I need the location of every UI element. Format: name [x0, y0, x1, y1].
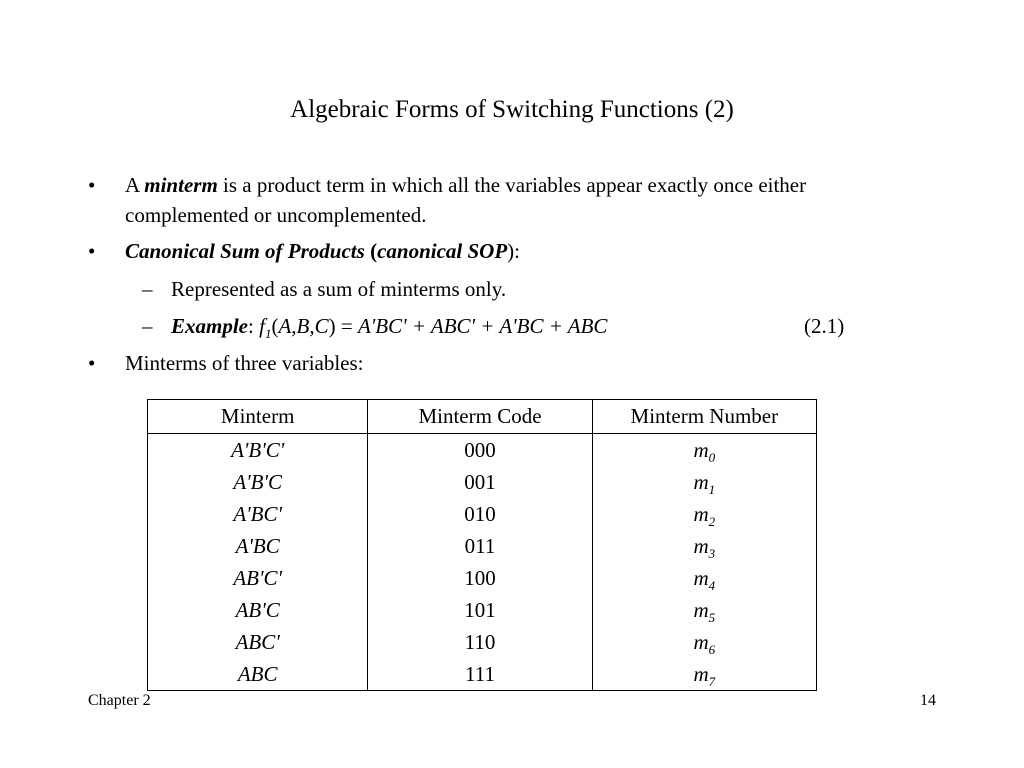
header-minterm: Minterm	[148, 400, 368, 434]
bullet-canonical-sop	[88, 236, 928, 266]
m-symbol: m	[693, 597, 709, 622]
subbullet-example	[142, 311, 902, 341]
paren-close: ):	[507, 239, 520, 263]
bullet-dot: •	[88, 173, 96, 197]
bullet-minterms-three-vars	[88, 348, 928, 378]
function-rhs: A'BC' + ABC' + A'BC + ABC	[357, 314, 608, 338]
cell-code: 110	[368, 626, 592, 658]
cell-minterm: AB'C'	[148, 562, 368, 594]
example-colon: :	[248, 314, 260, 338]
bullet-dot: •	[88, 351, 96, 375]
cell-minterm: A'B'C'	[148, 434, 368, 467]
m-subscript: 3	[708, 545, 716, 561]
m-symbol: m	[693, 437, 709, 462]
term-canonical-sum-of-products: Canonical Sum of Products	[125, 239, 365, 263]
cell-number	[592, 626, 816, 658]
cell-minterm: AB'C	[148, 594, 368, 626]
table-row	[148, 434, 817, 467]
paren-open: (	[271, 314, 279, 338]
equals: ) =	[328, 314, 358, 338]
cell-number	[592, 498, 816, 530]
equation-number: (2.1)	[804, 314, 845, 338]
cell-code: 010	[368, 498, 592, 530]
table-row	[148, 594, 817, 626]
cell-minterm: A'BC'	[148, 498, 368, 530]
term-canonical-sop: canonical SOP	[377, 239, 508, 263]
subbullet-text: Represented as a sum of minterms only.	[171, 277, 507, 301]
m-symbol: m	[693, 661, 709, 686]
text-post: is a product term in which all the variables appear exactly once either complemented or uncomplemented.	[125, 173, 807, 227]
table-row	[148, 498, 817, 530]
bullet-text	[125, 236, 928, 266]
m-subscript: 0	[708, 449, 716, 465]
subbullet-represented	[142, 274, 902, 304]
cell-number	[592, 594, 816, 626]
cell-minterm: A'B'C	[148, 466, 368, 498]
bullet-text	[125, 170, 928, 230]
cell-number	[592, 466, 816, 498]
m-subscript: 2	[708, 513, 716, 529]
m-subscript: 5	[708, 609, 716, 625]
minterms-table	[147, 399, 817, 691]
cell-code: 011	[368, 530, 592, 562]
cell-number	[592, 562, 816, 594]
text-pre: A	[125, 173, 145, 197]
header-minterm-number: Minterm Number	[592, 400, 816, 434]
dash-mark: –	[142, 277, 153, 301]
dash-mark: –	[142, 314, 153, 338]
cell-number	[592, 434, 816, 467]
m-symbol: m	[693, 469, 709, 494]
table-row	[148, 530, 817, 562]
m-symbol: m	[693, 501, 709, 526]
m-subscript: 1	[708, 481, 716, 497]
table-header-row	[148, 400, 817, 434]
term-minterm: minterm	[144, 173, 218, 197]
bullet-dot: •	[88, 239, 96, 263]
cell-code: 101	[368, 594, 592, 626]
table-row	[148, 626, 817, 658]
footer-chapter: Chapter 2	[88, 692, 151, 709]
cell-minterm: ABC	[148, 658, 368, 691]
m-subscript: 7	[708, 673, 716, 689]
m-symbol: m	[693, 629, 709, 654]
cell-minterm: A'BC	[148, 530, 368, 562]
function-subscript: 1	[264, 326, 272, 342]
slide-title: Algebraic Forms of Switching Functions (2)	[290, 96, 734, 123]
function-name: f	[259, 314, 265, 338]
header-minterm-code: Minterm Code	[368, 400, 592, 434]
cell-number	[592, 658, 816, 691]
paren-open: (	[364, 239, 378, 263]
cell-code: 000	[368, 434, 592, 467]
function-args: A,B,C	[278, 314, 329, 338]
cell-code: 001	[368, 466, 592, 498]
table-row	[148, 562, 817, 594]
m-symbol: m	[693, 533, 709, 558]
footer-page-number: 14	[920, 692, 936, 709]
cell-code: 111	[368, 658, 592, 691]
table-row	[148, 658, 817, 691]
m-subscript: 4	[708, 577, 716, 593]
table-row	[148, 466, 817, 498]
bullet-text: Minterms of three variables:	[125, 351, 364, 375]
bullet-minterm-definition	[88, 170, 928, 230]
m-subscript: 6	[708, 641, 716, 657]
m-symbol: m	[693, 565, 709, 590]
example-equation	[171, 311, 902, 341]
cell-minterm: ABC'	[148, 626, 368, 658]
example-label: Example	[171, 314, 248, 338]
cell-number	[592, 530, 816, 562]
cell-code: 100	[368, 562, 592, 594]
